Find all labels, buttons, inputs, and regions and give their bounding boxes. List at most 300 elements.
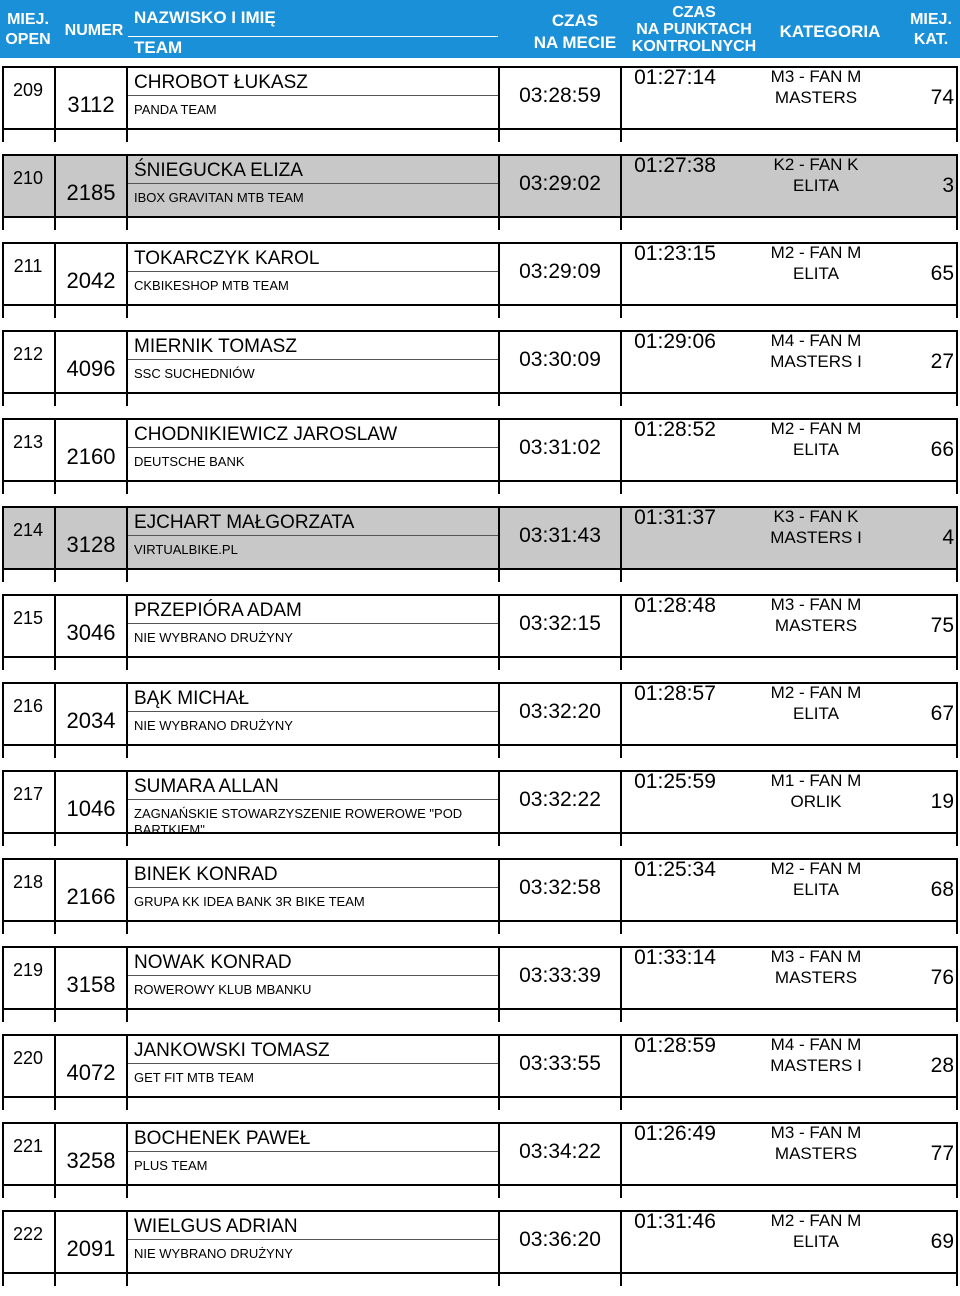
- name-team-divider: [128, 1063, 498, 1064]
- row-tick: [498, 394, 500, 406]
- finish-time: 03:31:02: [519, 436, 601, 459]
- checkpoint-time: 01:27:38: [634, 154, 716, 177]
- row-tick: [956, 218, 958, 230]
- name-team-divider: [128, 271, 498, 272]
- category-class: MASTERS: [774, 88, 858, 107]
- header-time-line1: CZAS: [551, 11, 599, 30]
- finish-time: 03:31:43: [519, 524, 601, 547]
- category: [744, 1210, 888, 1252]
- finish-time: 03:30:09: [519, 348, 601, 371]
- bib-number: 4072: [66, 1060, 116, 1085]
- row-tick: [126, 1098, 128, 1110]
- row-bottom-border: [2, 1272, 958, 1274]
- finish-time: 03:33:55: [519, 1052, 601, 1075]
- row-tick: [54, 658, 56, 670]
- row-tick: [956, 570, 958, 582]
- row-border: [126, 1122, 128, 1186]
- open-place: 218: [12, 872, 44, 892]
- name-team-divider: [128, 887, 498, 888]
- row-tick: [620, 1010, 622, 1022]
- category-place: 4: [942, 526, 954, 549]
- header-team: TEAM: [134, 38, 183, 57]
- rider-name: BINEK KONRAD: [134, 864, 278, 885]
- category: [744, 1034, 888, 1076]
- row-tick: [2, 658, 4, 670]
- team-name: NIE WYBRANO DRUŻYNY: [134, 718, 293, 733]
- checkpoint-time: 01:28:57: [634, 682, 716, 705]
- row-tick: [498, 1186, 500, 1198]
- row-tick: [126, 658, 128, 670]
- rider-name: PRZEPIÓRA ADAM: [134, 600, 302, 621]
- row-bottom-border: [2, 216, 958, 218]
- row-tick: [2, 130, 4, 142]
- rider-name: BĄK MICHAŁ: [134, 688, 250, 709]
- row-tick: [956, 394, 958, 406]
- row-border: [126, 1034, 128, 1098]
- header-open-line1: MIEJ.: [7, 11, 49, 28]
- open-place: 210: [12, 168, 44, 188]
- row-border: [126, 858, 128, 922]
- header-category: KATEGORIA: [779, 22, 881, 41]
- name-team-divider: [128, 623, 498, 624]
- name-team-divider: [128, 975, 498, 976]
- header-checkpoint-time: [620, 4, 768, 55]
- header-name: NAZWISKO I IMIĘ: [134, 8, 276, 27]
- row-tick: [956, 1274, 958, 1286]
- category-place: 65: [930, 262, 954, 285]
- table-row: [0, 240, 960, 328]
- header-number: NUMER: [64, 22, 124, 39]
- row-border: [956, 946, 958, 1010]
- category-place: 77: [930, 1142, 954, 1165]
- row-tick: [2, 1098, 4, 1110]
- header-time-line2: NA MECIE: [533, 33, 617, 52]
- row-border: [956, 242, 958, 306]
- header-divider: [128, 36, 498, 37]
- rider-name: NOWAK KONRAD: [134, 952, 292, 973]
- row-border: [956, 1210, 958, 1274]
- row-bottom-border: [2, 128, 958, 130]
- bib-number: 3258: [66, 1148, 116, 1173]
- row-border: [956, 682, 958, 746]
- open-place: 214: [12, 520, 44, 540]
- category-code: M2 - FAN M: [770, 419, 862, 438]
- row-border: [956, 858, 958, 922]
- category-code: M3 - FAN M: [770, 1123, 862, 1142]
- row-tick: [498, 1010, 500, 1022]
- team-name: ZAGNAŃSKIE STOWARZYSZENIE ROWEROWE "POD BARTKIEM": [134, 806, 463, 837]
- row-tick: [956, 922, 958, 934]
- row-tick: [2, 922, 4, 934]
- row-border: [956, 506, 958, 570]
- bib-number: 2091: [66, 1236, 116, 1261]
- row-tick: [498, 1274, 500, 1286]
- row-tick: [956, 482, 958, 494]
- rider-name: JANKOWSKI TOMASZ: [134, 1040, 330, 1061]
- row-tick: [54, 482, 56, 494]
- header-open-place: [0, 10, 56, 50]
- header-kat-line1: MIEJ.: [910, 11, 952, 28]
- row-tick: [126, 1186, 128, 1198]
- finish-time: 03:29:02: [519, 172, 601, 195]
- open-place: 222: [12, 1224, 44, 1244]
- row-tick: [620, 482, 622, 494]
- team-name: NIE WYBRANO DRUŻYNY: [134, 630, 293, 645]
- category: [744, 66, 888, 108]
- table-row: [0, 856, 960, 944]
- open-place: 212: [12, 344, 44, 364]
- team-name: SSC SUCHEDNIÓW: [134, 366, 255, 381]
- name-team-divider: [128, 183, 498, 184]
- row-tick: [126, 570, 128, 582]
- row-tick: [2, 306, 4, 318]
- table-row: [0, 768, 960, 856]
- row-tick: [620, 658, 622, 670]
- table-row: [0, 1032, 960, 1120]
- table-row: [0, 152, 960, 240]
- bib-number: 2166: [66, 884, 116, 909]
- row-tick: [498, 306, 500, 318]
- row-border: [956, 154, 958, 218]
- row-tick: [2, 746, 4, 758]
- open-place: 213: [12, 432, 44, 452]
- rider-name: ŚNIEGUCKA ELIZA: [134, 160, 303, 181]
- category: [744, 418, 888, 460]
- row-tick: [498, 1098, 500, 1110]
- row-border: [126, 1210, 128, 1274]
- team-name: VIRTUALBIKE.PL: [134, 542, 238, 557]
- bib-number: 2042: [66, 268, 116, 293]
- category-class: ELITA: [793, 880, 839, 899]
- row-tick: [620, 394, 622, 406]
- row-tick: [2, 1274, 4, 1286]
- row-tick: [54, 922, 56, 934]
- category-code: M3 - FAN M: [770, 595, 862, 614]
- open-place: 220: [12, 1048, 44, 1068]
- row-tick: [620, 1274, 622, 1286]
- open-place: 215: [12, 608, 44, 628]
- category-place: 75: [930, 614, 954, 637]
- team-name: GRUPA KK IDEA BANK 3R BIKE TEAM: [134, 894, 365, 909]
- row-border: [956, 330, 958, 394]
- table-row: [0, 680, 960, 768]
- row-tick: [956, 306, 958, 318]
- header-cp-line1: CZAS: [672, 4, 716, 21]
- row-tick: [498, 658, 500, 670]
- row-tick: [498, 746, 500, 758]
- row-tick: [2, 394, 4, 406]
- bib-number: 2034: [66, 708, 116, 733]
- rider-name: EJCHART MAŁGORZATA: [134, 512, 355, 533]
- category-class: MASTERS I: [770, 352, 862, 371]
- category-class: ORLIK: [790, 792, 842, 811]
- row-tick: [126, 746, 128, 758]
- open-place: 216: [12, 696, 44, 716]
- rider-name: CHODNIKIEWICZ JAROSLAW: [134, 424, 398, 445]
- row-tick: [620, 746, 622, 758]
- row-tick: [54, 834, 56, 846]
- row-tick: [956, 1010, 958, 1022]
- row-tick: [126, 130, 128, 142]
- table-row: [0, 944, 960, 1032]
- row-tick: [498, 130, 500, 142]
- row-bottom-border: [2, 1096, 958, 1098]
- row-border: [956, 1034, 958, 1098]
- row-tick: [126, 834, 128, 846]
- table-row: [0, 504, 960, 592]
- bib-number: 4096: [66, 356, 116, 381]
- row-tick: [54, 746, 56, 758]
- name-team-divider: [128, 799, 498, 800]
- row-border: [126, 594, 128, 658]
- row-tick: [2, 218, 4, 230]
- table-row: [0, 64, 960, 152]
- row-border: [126, 418, 128, 482]
- category-place: 28: [930, 1054, 954, 1077]
- category-place: 76: [930, 966, 954, 989]
- row-border: [956, 1122, 958, 1186]
- category-place: 27: [930, 350, 954, 373]
- row-bottom-border: [2, 920, 958, 922]
- category: [744, 682, 888, 724]
- row-tick: [956, 746, 958, 758]
- table-header: [0, 0, 960, 58]
- row-tick: [2, 570, 4, 582]
- category-place: 74: [930, 86, 954, 109]
- category-code: M2 - FAN M: [770, 1211, 862, 1230]
- category-class: MASTERS: [774, 1144, 858, 1163]
- category-class: MASTERS: [774, 968, 858, 987]
- category-class: ELITA: [793, 264, 839, 283]
- checkpoint-time: 01:25:59: [634, 770, 716, 793]
- row-border: [126, 242, 128, 306]
- rider-name: TOKARCZYK KAROL: [134, 248, 320, 269]
- checkpoint-time: 01:31:37: [634, 506, 716, 529]
- row-tick: [2, 1010, 4, 1022]
- row-tick: [498, 218, 500, 230]
- category-place: 69: [930, 1230, 954, 1253]
- finish-time: 03:32:15: [519, 612, 601, 635]
- category: [744, 946, 888, 988]
- name-team-divider: [128, 1239, 498, 1240]
- name-team-divider: [128, 711, 498, 712]
- open-place: 217: [12, 784, 44, 804]
- row-tick: [54, 1010, 56, 1022]
- finish-time: 03:33:39: [519, 964, 601, 987]
- category: [744, 858, 888, 900]
- category-code: M1 - FAN M: [770, 771, 862, 790]
- category-code: K3 - FAN K: [773, 507, 859, 526]
- row-bottom-border: [2, 568, 958, 570]
- category-class: MASTERS I: [770, 1056, 862, 1075]
- row-tick: [54, 394, 56, 406]
- team-name: GET FIT MTB TEAM: [134, 1070, 254, 1085]
- table-row: [0, 328, 960, 416]
- header-cp-line3: KONTROLNYCH: [631, 38, 757, 55]
- rider-name: MIERNIK TOMASZ: [134, 336, 297, 357]
- team-name: IBOX GRAVITAN MTB TEAM: [134, 190, 304, 205]
- category-code: M4 - FAN M: [770, 331, 862, 350]
- row-border: [956, 418, 958, 482]
- category: [744, 770, 888, 812]
- open-place: 211: [13, 256, 43, 276]
- row-bottom-border: [2, 656, 958, 658]
- category-class: ELITA: [793, 1232, 839, 1251]
- category: [744, 594, 888, 636]
- row-border: [126, 506, 128, 570]
- row-tick: [126, 1274, 128, 1286]
- category: [744, 330, 888, 372]
- bib-number: 1046: [66, 796, 116, 821]
- row-bottom-border: [2, 480, 958, 482]
- row-border: [956, 770, 958, 834]
- header-kat-line2: KAT.: [913, 31, 949, 48]
- category-class: ELITA: [793, 440, 839, 459]
- open-place: 219: [12, 960, 44, 980]
- category-code: M2 - FAN M: [770, 859, 862, 878]
- row-tick: [2, 1186, 4, 1198]
- row-bottom-border: [2, 1008, 958, 1010]
- row-border: [126, 946, 128, 1010]
- row-tick: [54, 1274, 56, 1286]
- finish-time: 03:34:22: [519, 1140, 601, 1163]
- checkpoint-time: 01:27:14: [634, 66, 716, 89]
- checkpoint-time: 01:23:15: [634, 242, 716, 265]
- rider-name: CHROBOT ŁUKASZ: [134, 72, 308, 93]
- row-border: [126, 330, 128, 394]
- category-class: ELITA: [793, 176, 839, 195]
- row-border: [126, 154, 128, 218]
- row-tick: [620, 922, 622, 934]
- table-row: [0, 592, 960, 680]
- row-tick: [498, 570, 500, 582]
- checkpoint-time: 01:25:34: [634, 858, 716, 881]
- row-tick: [498, 834, 500, 846]
- name-team-divider: [128, 359, 498, 360]
- category-code: M3 - FAN M: [770, 947, 862, 966]
- bib-number: 3046: [66, 620, 116, 645]
- rider-name: SUMARA ALLAN: [134, 776, 279, 797]
- header-open-line2: OPEN: [5, 31, 51, 48]
- row-border: [126, 682, 128, 746]
- row-tick: [126, 1010, 128, 1022]
- row-tick: [956, 130, 958, 142]
- checkpoint-time: 01:28:59: [634, 1034, 716, 1057]
- open-place: 221: [12, 1136, 44, 1156]
- row-tick: [956, 658, 958, 670]
- category-place: 68: [930, 878, 954, 901]
- checkpoint-time: 01:33:14: [634, 946, 716, 969]
- row-tick: [620, 130, 622, 142]
- row-tick: [54, 130, 56, 142]
- category-place: 66: [930, 438, 954, 461]
- finish-time: 03:32:22: [519, 788, 601, 811]
- checkpoint-time: 01:28:52: [634, 418, 716, 441]
- row-tick: [2, 482, 4, 494]
- category-place: 67: [930, 702, 954, 725]
- category-code: M2 - FAN M: [770, 683, 862, 702]
- finish-time: 03:36:20: [519, 1228, 601, 1251]
- row-tick: [54, 218, 56, 230]
- name-team-divider: [128, 95, 498, 96]
- row-tick: [2, 834, 4, 846]
- checkpoint-time: 01:29:06: [634, 330, 716, 353]
- open-place: 209: [12, 80, 44, 100]
- row-tick: [956, 1186, 958, 1198]
- category: [744, 1122, 888, 1164]
- category-place: 19: [930, 790, 954, 813]
- category-code: K2 - FAN K: [773, 155, 859, 174]
- row-tick: [620, 1186, 622, 1198]
- bib-number: 3112: [67, 92, 115, 117]
- row-tick: [498, 482, 500, 494]
- checkpoint-time: 01:28:48: [634, 594, 716, 617]
- bib-number: 2160: [66, 444, 116, 469]
- finish-time: 03:32:58: [519, 876, 601, 899]
- finish-time: 03:32:20: [519, 700, 601, 723]
- table-row: [0, 1120, 960, 1208]
- header-cp-line2: NA PUNKTACH: [636, 21, 752, 38]
- row-tick: [126, 482, 128, 494]
- bib-number: 3128: [66, 532, 116, 557]
- category-place: 3: [942, 174, 954, 197]
- bib-number: 3158: [66, 972, 116, 997]
- team-name: PANDA TEAM: [134, 102, 217, 117]
- row-tick: [956, 834, 958, 846]
- category-class: ELITA: [793, 704, 839, 723]
- category-class: MASTERS I: [770, 528, 862, 547]
- row-tick: [126, 922, 128, 934]
- row-bottom-border: [2, 304, 958, 306]
- row-bottom-border: [2, 1184, 958, 1186]
- row-border: [126, 66, 128, 130]
- category: [744, 242, 888, 284]
- category-code: M4 - FAN M: [770, 1035, 862, 1054]
- header-category-place: [902, 10, 960, 50]
- table-row: [0, 1208, 960, 1296]
- row-tick: [126, 394, 128, 406]
- row-bottom-border: [2, 392, 958, 394]
- team-name: NIE WYBRANO DRUŻYNY: [134, 1246, 293, 1261]
- row-tick: [126, 306, 128, 318]
- row-tick: [54, 570, 56, 582]
- row-tick: [620, 834, 622, 846]
- checkpoint-time: 01:26:49: [634, 1122, 716, 1145]
- row-tick: [126, 218, 128, 230]
- row-tick: [620, 306, 622, 318]
- name-team-divider: [128, 447, 498, 448]
- row-tick: [498, 922, 500, 934]
- name-team-divider: [128, 535, 498, 536]
- category: [744, 154, 888, 196]
- team-name: DEUTSCHE BANK: [134, 454, 245, 469]
- team-name: ROWEROWY KLUB MBANKU: [134, 982, 312, 997]
- row-tick: [620, 218, 622, 230]
- finish-time: 03:28:59: [519, 84, 601, 107]
- rider-name: BOCHENEK PAWEŁ: [134, 1128, 311, 1149]
- team-name: CKBIKESHOP MTB TEAM: [134, 278, 289, 293]
- category-class: MASTERS: [774, 616, 858, 635]
- checkpoint-time: 01:31:46: [634, 1210, 716, 1233]
- category-code: M2 - FAN M: [770, 243, 862, 262]
- table-row: [0, 416, 960, 504]
- row-border: [126, 770, 128, 834]
- row-tick: [54, 1186, 56, 1198]
- name-team-divider: [128, 1151, 498, 1152]
- row-tick: [54, 1098, 56, 1110]
- category-code: M3 - FAN M: [770, 67, 862, 86]
- row-border: [956, 66, 958, 130]
